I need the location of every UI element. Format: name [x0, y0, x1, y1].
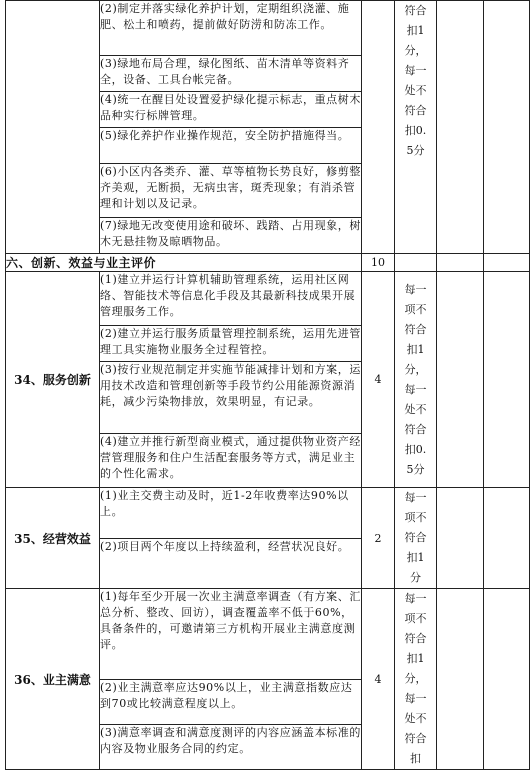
deduction-rule [395, 589, 437, 770]
table-row [6, 488, 530, 539]
category-cell-empty [6, 1, 100, 254]
criteria-item: (6)小区内各类乔、灌、草等植物长势良好，修剪整齐美观，无断损，无病虫害，斑秃现象；有消杀管理和计划以及记录。 [100, 164, 362, 218]
blank-cell [484, 589, 530, 770]
table-row [6, 589, 530, 680]
blank-cell [484, 1, 530, 254]
criteria-item: (5)绿化养护作业操作规范，安全防护措施得当。 [100, 128, 362, 164]
criteria-item: (1)每年至少开展一次业主满意率调查（有方案、汇总分析、整改、回访），调查覆盖率不低于60%，具备条件的，可邀请第三方机构开展业主满意度测评。 [100, 589, 362, 680]
blank-cell [484, 254, 530, 272]
blank-cell [437, 589, 484, 770]
table-row [6, 1, 530, 56]
criteria-item: (4)建立并推行新型商业模式，通过提供物业资产经营管理服务和住户生活配套服务等方式，满足业主的个性化需求。 [100, 434, 362, 488]
deduction-text: 每一项不符合扣1分，每一处不符合扣0.5分 [404, 282, 427, 476]
section-row [6, 254, 530, 272]
criteria-item: (7)绿地无改变使用途和破坏、践踏、占用现象，树木无悬挂物及晾晒物品。 [100, 218, 362, 254]
category-label: 35、经营效益 [6, 488, 100, 589]
deduction-text: 每一项不符合扣1分，每一处不符合扣 [404, 592, 427, 765]
criteria-item: (3)绿地布局合理，绿化图纸、苗木清单等资料齐全，设备、工具台帐完备。 [100, 56, 362, 92]
category-label: 36、业主满意 [6, 589, 100, 770]
criteria-item: (1)建立并运行计算机辅助管理系统，运用社区网络、智能技术等信息化手段及其最新科技成果开展管理服务工作。 [100, 272, 362, 326]
blank-cell [437, 272, 484, 488]
blank-cell [484, 488, 530, 589]
deduction-rule [395, 1, 437, 254]
blank-cell [395, 254, 437, 272]
item-score: 4 [362, 589, 395, 770]
deduction-rule [395, 488, 437, 589]
blank-cell [437, 254, 484, 272]
blank-cell [437, 488, 484, 589]
criteria-item: (2)项目两个年度以上持续盈利，经营状况良好。 [100, 538, 362, 589]
evaluation-table [5, 0, 530, 770]
table-row [6, 272, 530, 326]
deduction-text: 符合扣1分，每一处不符合扣0.5分 [404, 4, 427, 157]
item-score: 2 [362, 488, 395, 589]
criteria-item: (3)按行业规范制定并实施节能减排计划和方案，运用技术改造和管理创新等手段节约公用能源资源消耗，减少污染物排放，效果明显，有记录。 [100, 362, 362, 434]
criteria-item: (2)业主满意率应达90%以上，业主满意指数应达到70或比较满意程度以上。 [100, 679, 362, 724]
blank-cell [484, 272, 530, 488]
section-title: 六、创新、效益与业主评价 [6, 254, 362, 272]
criteria-item: (2)建立并运行服务质量管理控制系统，运用先进管理工具实施物业服务全过程管控。 [100, 326, 362, 362]
blank-cell [437, 1, 484, 254]
section-score: 10 [362, 254, 395, 272]
category-label: 34、服务创新 [6, 272, 100, 488]
criteria-item: (2)制定并落实绿化养护计划，定期组织浇灌、施肥、松土和喷药，提前做好防涝和防冻工作。 [100, 1, 362, 56]
item-score: 4 [362, 272, 395, 488]
criteria-item: (4)统一在醒目处设置爱护绿化提示标志，重点树木品种实行标牌管理。 [100, 92, 362, 128]
score-cell-empty [362, 1, 395, 254]
deduction-rule [395, 272, 437, 488]
criteria-item: (1)业主交费主动及时，近1-2年收费率达90%以上。 [100, 488, 362, 539]
deduction-text: 每一项不符合扣1分 [404, 491, 427, 584]
criteria-item: (3)满意率调查和满意度测评的内容应涵盖本标准的内容及物业服务合同的约定。 [100, 724, 362, 769]
